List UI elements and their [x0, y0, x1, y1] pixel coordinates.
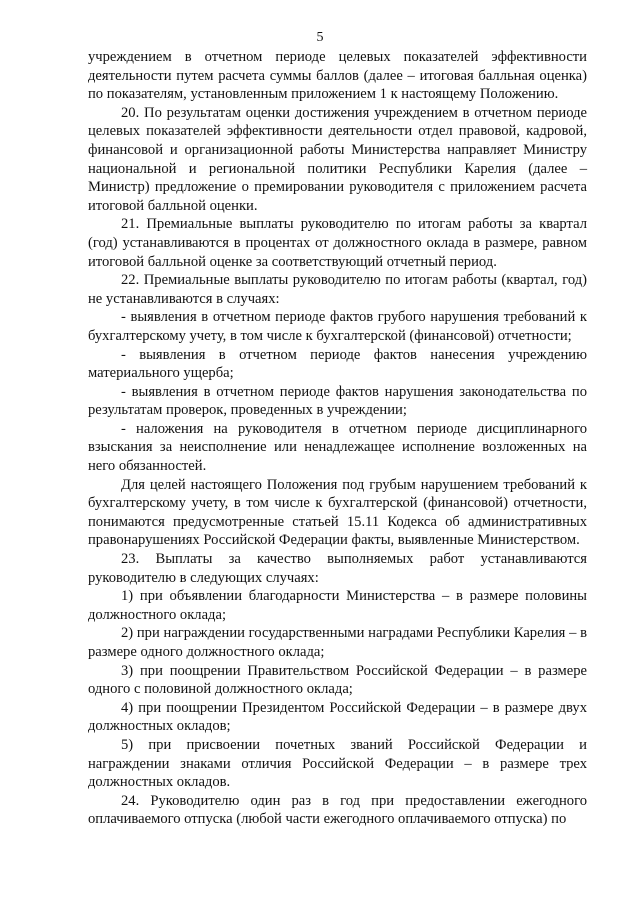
paragraph-item-23: 23. Выплаты за качество выполняемых работ устанавливаются руководителю в следующих случаях: — [88, 551, 587, 586]
paragraph-bullet-material-damage: - выявления в отчетном периоде фактов нанесения учреждению материального ущерба; — [88, 346, 587, 382]
document-body — [88, 48, 587, 829]
paragraph-item-22: 22. Премиальные выплаты руководителю по итогам работы (квартал, год) не устанавливаются в случаях: — [88, 272, 587, 307]
paragraph-item-21: 21. Премиальные выплаты руководителю по итогам работы за квартал (год) устанавливаются в процентах от должностного оклада в размере, равном итоговой балльной оценке за соответствующий отчетный период. — [88, 216, 587, 270]
paragraph-case-4: 4) при поощрении Президентом Российской Федерации – в размере двух должностных окладов; — [88, 699, 587, 735]
paragraph-case-2: 2) при награждении государственными наградами Республики Карелия – в размере одного должностного оклада; — [88, 625, 587, 660]
paragraph-bullet-disciplinary: - наложения на руководителя в отчетном периоде дисциплинарного взыскания за неисполнение или ненадлежащее исполнение возложенных на него обязанностей. — [88, 420, 587, 475]
page-number: 5 — [316, 30, 324, 45]
paragraph-bullet-accounting-violation: - выявления в отчетном периоде фактов грубого нарушения требований к бухгалтерскому учету, в том числе к бухгалтерской (финансовой) отчетности; — [88, 309, 587, 344]
paragraph-item-20: 20. По результатам оценки достижения учреждением в отчетном периоде целевых показателей эффективности деятельности отдел правовой, кадровой, финансовой и организационной работы Министерства направляет Министру национальной и региональной политики Республики Карелия (далее – Министр) предложение о премировании руководителя с приложением расчета итоговой балльной оценки. — [88, 104, 587, 214]
paragraph-bullet-law-violation: - выявления в отчетном периоде фактов нарушения законодательства по результатам проверок, проведенных в учреждении; — [88, 383, 587, 419]
paragraph-definition: Для целей настоящего Положения под грубым нарушением требований к бухгалтерскому учету, в том числе к бухгалтерской (финансовой) отчетности, понимаются предусмотренные статьей 15.11 Кодекса об административных правонарушениях Российской Федерации факты, выявленные Министерством. — [88, 476, 587, 549]
paragraph-case-1: 1) при объявлении благодарности Министерства – в размере половины должностного оклада; — [88, 588, 587, 623]
paragraph-case-3: 3) при поощрении Правительством Российской Федерации – в размере одного с половиной должностного оклада; — [88, 662, 587, 698]
paragraph-case-5: 5) при присвоении почетных званий Российской Федерации и награждении знаками отличия Российской Федерации – в размере трех должностных окладов. — [88, 736, 587, 791]
paragraph-continuation: учреждением в отчетном периоде целевых показателей эффективности деятельности путем расчета суммы баллов (далее – итоговая балльная оценка) по показателям, установленным приложением 1 к настоящему Положению. — [88, 49, 587, 103]
paragraph-item-24: 24. Руководителю один раз в год при предоставлении ежегодного оплачиваемого отпуска (любой части ежегодного оплачиваемого отпуска) по — [88, 792, 587, 828]
